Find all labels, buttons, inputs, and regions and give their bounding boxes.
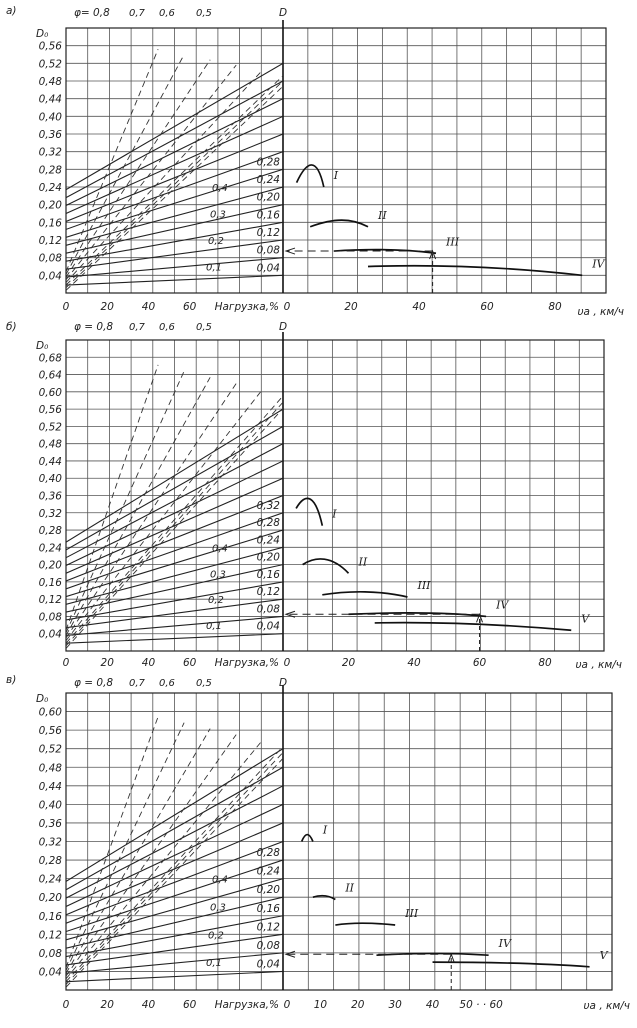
d-label: 0,32: [256, 499, 280, 512]
d0-tick-label: 0,24: [38, 182, 62, 194]
d0-tick-label: 0,24: [38, 873, 62, 886]
d0-tick-label: 0,40: [38, 111, 62, 124]
phi-prefix: φ= 0,8: [74, 7, 110, 19]
d0-tick-label: 0,28: [38, 525, 62, 538]
phi-prefix: φ = 0,8: [74, 677, 114, 689]
d0-tick-label: 0,32: [38, 146, 62, 159]
gear-curve-I: [297, 165, 324, 187]
d-label: 0,04: [256, 262, 280, 275]
gear-curve-V: [375, 623, 572, 631]
d0-tick-label: 0,52: [38, 421, 62, 434]
gear-label: I: [332, 507, 337, 521]
phi-prefix: φ = 0,8: [74, 321, 114, 333]
d-axis-title: D: [279, 7, 288, 19]
phi-top-label: 0,6: [159, 678, 175, 689]
d0-tick-label: 0,12: [38, 929, 62, 942]
speed-axis-title: υa , км/ч: [575, 659, 622, 671]
d0-axis-title: D₀: [36, 28, 49, 40]
gear-label: IV: [498, 937, 511, 951]
d0-tick-label: 0,04: [38, 628, 62, 641]
phi-inline-label: 0,1: [206, 958, 222, 970]
phi-inline-label: 0,4: [212, 183, 228, 194]
d0-tick-label: 0,28: [38, 164, 62, 177]
d0-tick-label: 0,52: [38, 743, 62, 756]
gear-curve-II: [310, 220, 368, 227]
d0-tick-label: 0,32: [38, 507, 62, 520]
phi-line: [66, 55, 184, 275]
d0-tick-label: 0,04: [38, 270, 62, 283]
speed-axis-title: υa , км/ч: [583, 1000, 630, 1012]
speed-tick-label: 60: [480, 301, 494, 313]
d-label: 0,08: [256, 939, 280, 952]
d-label: 0,04: [256, 620, 280, 633]
phi-top-label: 0,5: [196, 322, 212, 333]
phi-line: [66, 70, 262, 282]
d0-axis-title: D₀: [36, 340, 49, 352]
gear-label: II: [358, 555, 368, 569]
gear-label: V: [599, 948, 608, 962]
d-label: 0,28: [256, 517, 280, 530]
phi-inline-label: 0,3: [210, 902, 226, 914]
panel-label: а): [6, 5, 17, 17]
d-axis-title: D: [279, 677, 288, 689]
speed-tick-label: 0: [283, 999, 291, 1011]
speed-tick-label: 40: [407, 657, 421, 669]
phi-inline-label: 0,1: [206, 262, 222, 274]
load-tick-label: 60: [183, 999, 197, 1011]
speed-tick-label: 0: [283, 657, 291, 669]
speed-tick-label: 80: [538, 657, 552, 669]
panel-3: [6, 674, 630, 1012]
speed-tick-label: 80: [548, 301, 562, 313]
load-tick-label: 20: [100, 657, 114, 669]
d-label: 0,20: [256, 884, 280, 897]
gear-curve-I: [296, 498, 322, 525]
gear-label: III: [446, 235, 460, 249]
load-tick-label: 0: [62, 657, 70, 669]
gear-label: IV: [592, 257, 605, 271]
d0-tick-label: 0,24: [38, 542, 62, 555]
load-tick-label: 20: [100, 301, 114, 313]
d-label: 0,12: [256, 586, 280, 599]
load-tick-label: 60: [183, 657, 197, 669]
d-label: 0,08: [256, 603, 280, 616]
speed-tick-label: 10: [313, 999, 328, 1011]
d0-tick-label: 0,60: [38, 386, 62, 399]
speed-tick-label: 40: [412, 301, 426, 313]
d0-tick-label: 0,44: [38, 93, 62, 106]
d-label: 0,16: [256, 209, 280, 222]
d-label: 0,04: [256, 958, 280, 971]
phi-top-label: 0,6: [159, 322, 175, 333]
d-label: 0,28: [256, 847, 280, 860]
gear-curve-IV: [368, 266, 582, 276]
load-tick-label: 0: [62, 999, 70, 1011]
panel-label: в): [6, 674, 17, 686]
phi-inline-label: 0,4: [212, 874, 228, 886]
phi-line: [66, 371, 184, 633]
load-axis-title: Нагрузка,%: [214, 999, 279, 1011]
gear-curve-II: [303, 559, 349, 573]
d0-tick-label: 0,40: [38, 799, 62, 812]
phi-line: [66, 49, 158, 272]
speed-tick-label: 30: [388, 999, 402, 1011]
d-label: 0,08: [256, 244, 280, 257]
d0-tick-label: 0,56: [38, 40, 62, 53]
d0-tick-label: 0,12: [38, 235, 62, 247]
d0-tick-label: 0,08: [38, 252, 62, 265]
panel-frame: [66, 28, 606, 293]
d0-tick-label: 0,68: [38, 352, 62, 365]
d0-axis-title: D₀: [36, 693, 49, 705]
gear-label: III: [405, 907, 419, 921]
phi-inline-label: 0,3: [210, 569, 226, 581]
d-label: 0,24: [256, 534, 280, 547]
phi-inline-label: 0,1: [206, 621, 222, 633]
d-label: 0,12: [256, 227, 280, 239]
d0-tick-label: 0,48: [38, 438, 62, 451]
load-axis-title: Нагрузка,%: [214, 301, 279, 313]
speed-tick-label: 0: [283, 301, 291, 313]
d0-tick-label: 0,04: [38, 966, 62, 979]
d0-tick-label: 0,16: [38, 576, 62, 589]
load-tick-label: 60: [183, 301, 197, 313]
load-axis-title: Нагрузка,%: [214, 657, 279, 669]
example-arrow-left: [286, 248, 295, 254]
d0-tick-label: 0,12: [38, 594, 62, 607]
d0-tick-label: 0,08: [38, 611, 62, 624]
phi-line: [66, 65, 236, 280]
gear-curve-III: [322, 592, 407, 597]
speed-axis-title: υa , км/ч: [577, 306, 624, 318]
gear-curve-I: [302, 835, 313, 842]
d0-tick-label: 0,56: [38, 725, 62, 738]
phi-inline-label: 0,2: [208, 236, 224, 247]
phi-top-label: 0,7: [129, 8, 145, 19]
speed-tick-label: 20: [341, 657, 356, 669]
d0-tick-label: 0,64: [38, 369, 62, 382]
phi-inline-label: 0,3: [210, 209, 226, 221]
gear-label: V: [581, 612, 590, 626]
d0-tick-label: 0,16: [38, 217, 62, 230]
d0-tick-label: 0,32: [38, 836, 62, 849]
d0-tick-label: 0,20: [38, 199, 62, 212]
gear-label: II: [345, 881, 355, 895]
load-tick-label: 40: [141, 301, 156, 313]
d-label: 0,16: [256, 902, 280, 915]
speed-tick-label: 40: [425, 999, 440, 1011]
gear-curve-III: [335, 923, 395, 925]
load-tick-label: 40: [141, 657, 156, 669]
phi-top-label: 0,5: [196, 678, 212, 689]
d-label: 0,28: [256, 156, 280, 169]
d0-tick-label: 0,48: [38, 76, 62, 88]
d-label: 0,12: [256, 921, 280, 934]
phi-top-label: 0,6: [159, 8, 175, 19]
d0-tick-label: 0,56: [38, 404, 62, 417]
gear-label: I: [333, 169, 339, 182]
d0-tick-label: 0,16: [38, 910, 62, 923]
speed-tick-label: 20: [344, 301, 358, 313]
d0-tick-label: 0,44: [38, 780, 62, 793]
load-tick-label: 0: [62, 301, 70, 313]
d0-tick-label: 0,28: [38, 855, 62, 868]
panel-1: [6, 5, 624, 318]
speed-tick-label: 20: [351, 999, 365, 1011]
d0-tick-label: 0,48: [38, 762, 62, 775]
d0-tick-label: 0,40: [38, 473, 62, 486]
phi-inline-label: 0,2: [208, 595, 224, 607]
d0-tick-label: 0,52: [38, 58, 62, 71]
d0-tick-label: 0,44: [38, 455, 62, 468]
phi-top-label: 0,7: [129, 322, 145, 333]
load-tick-label: 20: [100, 999, 114, 1011]
d0-tick-label: 0,36: [38, 129, 62, 141]
d0-tick-label: 0,08: [38, 947, 62, 960]
d-label: 0,20: [256, 551, 280, 564]
phi-inline-label: 0,4: [212, 543, 228, 555]
gear-label: III: [417, 579, 431, 593]
gear-label: IV: [496, 598, 509, 612]
speed-tick-label: 60: [472, 657, 487, 669]
phi-top-label: 0,7: [129, 678, 145, 689]
d0-tick-label: 0,20: [38, 559, 62, 572]
d0-tick-label: 0,36: [38, 490, 62, 503]
d-label: 0,24: [256, 865, 280, 878]
load-tick-label: 40: [141, 999, 156, 1011]
phi-inline-label: 0,2: [208, 930, 224, 942]
d0-tick-label: 0,20: [38, 892, 62, 905]
d-label: 0,20: [256, 191, 280, 204]
panel-2: [6, 321, 622, 671]
gear-label: II: [378, 208, 387, 222]
d0-tick-label: 0,36: [38, 817, 62, 830]
gear-label: I: [322, 823, 328, 837]
panel-label: б): [6, 321, 17, 333]
d-label: 0,16: [256, 568, 280, 581]
phi-top-label: 0,5: [196, 8, 212, 19]
d-axis-title: D: [279, 321, 288, 333]
d-label: 0,24: [256, 174, 280, 186]
d0-tick-label: 0,60: [38, 706, 62, 719]
speed-tick-label: 50 · · 60: [459, 999, 503, 1011]
